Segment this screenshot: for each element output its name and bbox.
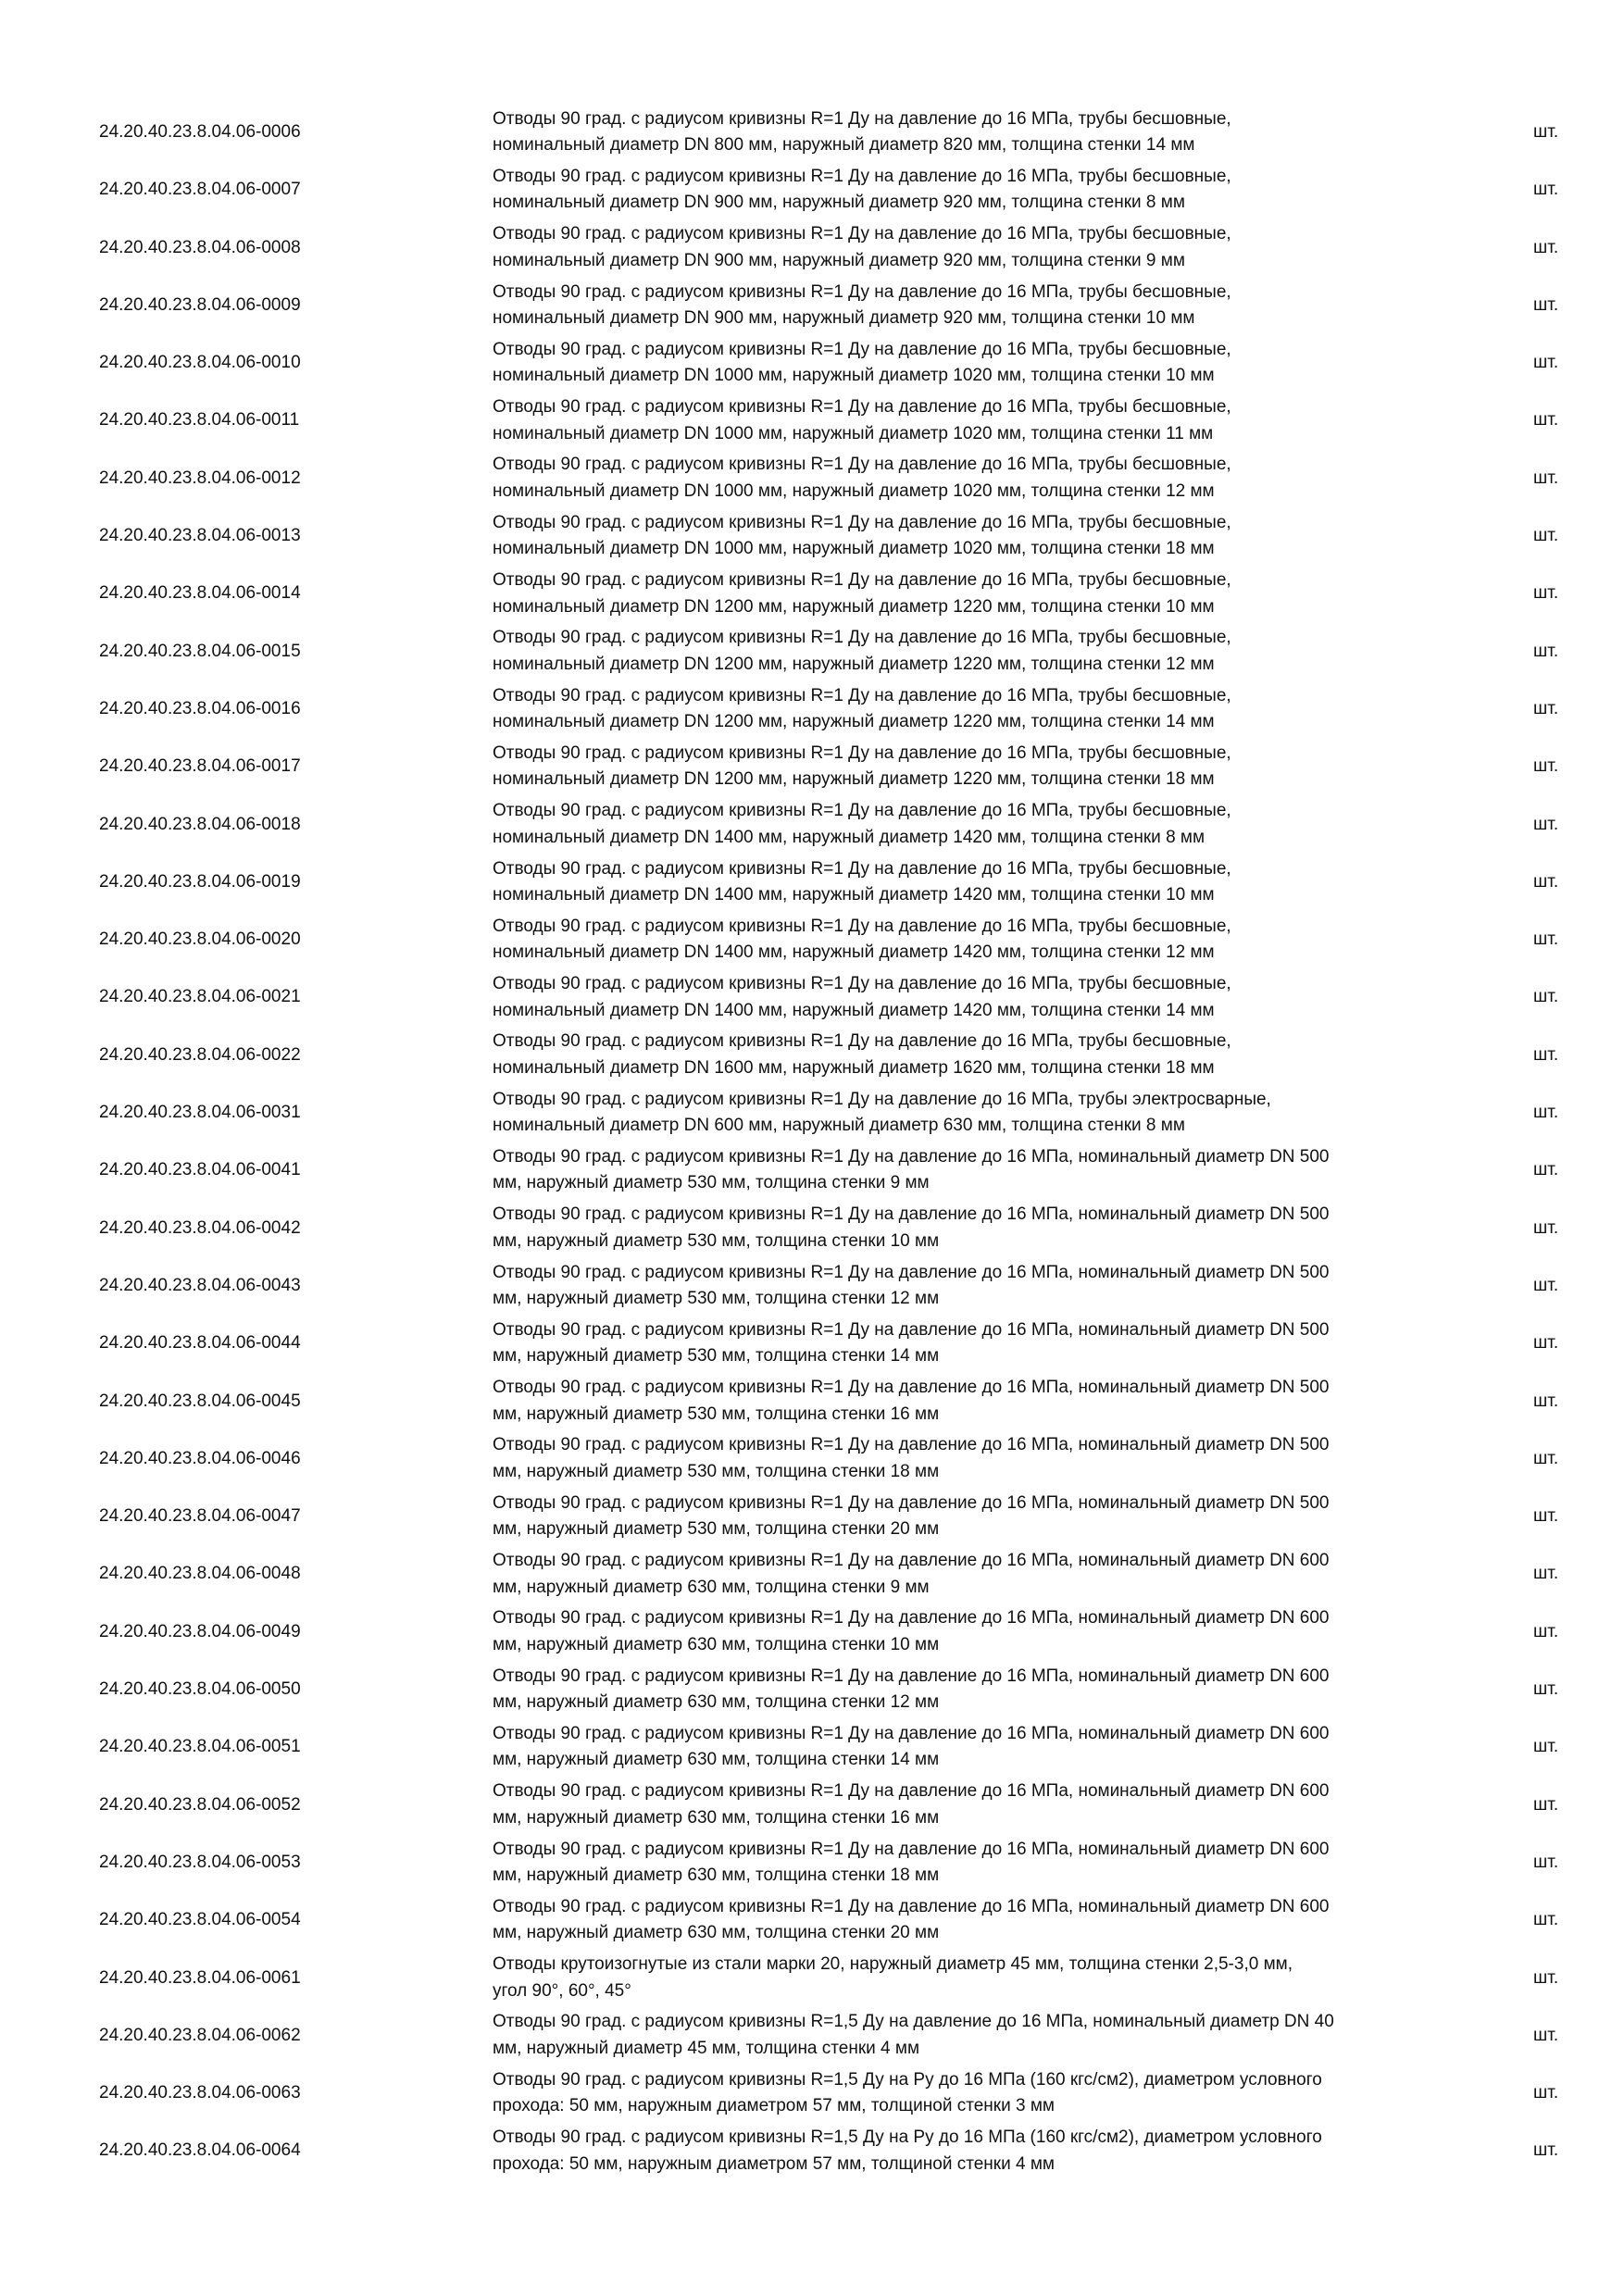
item-unit: шт. [1533, 1333, 1559, 1354]
item-description-line-2: мм, наружный диаметр 630 мм, толщина стенки 16 мм [493, 1807, 940, 1828]
item-unit: шт. [1533, 2083, 1559, 2103]
item-description-line-1: Отводы 90 град. с радиусом кривизны R=1 Ду на давление до 16 МПа, трубы бесшовные, [493, 916, 1231, 936]
item-code: 24.20.40.23.8.04.06-0049 [99, 1621, 301, 1641]
item-description-line-1: Отводы крутоизогнутые из стали марки 20, наружный диаметр 45 мм, толщина стенки 2,5-3,0 мм, [493, 1954, 1293, 1975]
item-description [493, 1084, 1474, 1142]
item-description-line-1: Отводы 90 град. с радиусом кривизны R=1 Ду на давление до 16 МПа, номинальный диаметр DN 600 [493, 1839, 1330, 1859]
item-description [493, 911, 1474, 968]
item-code: 24.20.40.23.8.04.06-0048 [99, 1564, 301, 1584]
table-row [0, 1373, 1624, 1430]
item-description [493, 507, 1474, 565]
item-description-line-1: Отводы 90 град. с радиусом кривизны R=1 Ду на давление до 16 МПа, номинальный диаметр DN 600 [493, 1781, 1330, 1802]
item-description [493, 392, 1474, 449]
item-description [493, 680, 1474, 738]
table-row [0, 1315, 1624, 1372]
item-description [493, 2007, 1474, 2065]
item-code: 24.20.40.23.8.04.06-0006 [99, 122, 301, 142]
item-code: 24.20.40.23.8.04.06-0016 [99, 698, 301, 718]
item-description [493, 738, 1474, 795]
item-description-line-1: Отводы 90 град. с радиусом кривизны R=1,5 Ду на давление до 16 МПа, номинальный диаметр DN 40 [493, 2012, 1334, 2032]
item-description-line-1: Отводы 90 град. с радиусом кривизны R=1,5 Ду на Ру до 16 МПа (160 кгс/см2), диаметром условного [493, 2069, 1322, 2090]
item-code: 24.20.40.23.8.04.06-0064 [99, 2140, 301, 2161]
item-unit: шт. [1533, 698, 1559, 718]
item-code: 24.20.40.23.8.04.06-0011 [99, 410, 300, 430]
table-row [0, 1257, 1624, 1315]
item-description-line-2: мм, наружный диаметр 530 мм, толщина стенки 14 мм [493, 1346, 940, 1366]
item-description-line-1: Отводы 90 град. с радиусом кривизны R=1 Ду на давление до 16 МПа, трубы бесшовные, [493, 858, 1231, 879]
table-row [0, 334, 1624, 392]
item-description [493, 219, 1474, 277]
item-description-line-2: мм, наружный диаметр 630 мм, толщина стенки 10 мм [493, 1634, 940, 1654]
item-description-line-2: мм, наружный диаметр 530 мм, толщина стенки 16 мм [493, 1404, 940, 1424]
item-unit: шт. [1533, 814, 1559, 834]
item-description [493, 1545, 1474, 1603]
item-description-line-1: Отводы 90 град. с радиусом кривизны R=1 Ду на давление до 16 МПа, номинальный диаметр DN 500 [493, 1492, 1330, 1513]
item-unit: шт. [1533, 987, 1559, 1007]
table-row [0, 2122, 1624, 2179]
item-description [493, 1027, 1474, 1084]
table-row [0, 854, 1624, 911]
item-description-line-2: мм, наружный диаметр 530 мм, толщина стенки 12 мм [493, 1289, 940, 1309]
table-row [0, 1777, 1624, 1834]
item-description [493, 796, 1474, 854]
item-description-line-1: Отводы 90 град. с радиусом кривизны R=1 Ду на давление до 16 МПа, номинальный диаметр DN 600 [493, 1608, 1330, 1628]
item-unit: шт. [1533, 2140, 1559, 2161]
item-description [493, 1142, 1474, 1199]
item-code: 24.20.40.23.8.04.06-0061 [99, 1967, 301, 1988]
item-code: 24.20.40.23.8.04.06-0042 [99, 1217, 301, 1238]
item-description [493, 1257, 1474, 1315]
item-description-line-2: номинальный диаметр DN 1400 мм, наружный диаметр 1420 мм, толщина стенки 14 мм [493, 1000, 1215, 1020]
item-description [493, 1834, 1474, 1891]
item-unit: шт. [1533, 1852, 1559, 1872]
item-unit: шт. [1533, 1564, 1559, 1584]
item-code: 24.20.40.23.8.04.06-0046 [99, 1448, 301, 1468]
item-unit: шт. [1533, 353, 1559, 373]
item-description-line-2: номинальный диаметр DN 1200 мм, наружный диаметр 1220 мм, толщина стенки 18 мм [493, 769, 1215, 790]
item-description-line-1: Отводы 90 град. с радиусом кривизны R=1 Ду на давление до 16 МПа, номинальный диаметр DN 500 [493, 1262, 1330, 1282]
table-row [0, 1200, 1624, 1257]
item-description-line-1: Отводы 90 град. с радиусом кривизны R=1 Ду на давление до 16 МПа, трубы бесшовные, [493, 742, 1231, 763]
item-code: 24.20.40.23.8.04.06-0017 [99, 756, 301, 777]
table-row [0, 680, 1624, 738]
item-description-line-1: Отводы 90 град. с радиусом кривизны R=1 Ду на давление до 16 МПа, трубы бесшовные, [493, 455, 1231, 475]
table-row [0, 450, 1624, 507]
item-code: 24.20.40.23.8.04.06-0052 [99, 1794, 301, 1815]
item-description-line-2: номинальный диаметр DN 900 мм, наружный диаметр 920 мм, толщина стенки 8 мм [493, 193, 1185, 213]
item-code: 24.20.40.23.8.04.06-0063 [99, 2083, 301, 2103]
item-description [493, 1430, 1474, 1488]
item-description-line-1: Отводы 90 град. с радиусом кривизны R=1 Ду на давление до 16 МПа, номинальный диаметр DN 500 [493, 1146, 1330, 1167]
table-row [0, 1718, 1624, 1776]
item-description-line-1: Отводы 90 град. с радиусом кривизны R=1 Ду на давление до 16 МПа, трубы бесшовные, [493, 801, 1231, 821]
table-row [0, 1545, 1624, 1603]
item-code: 24.20.40.23.8.04.06-0008 [99, 237, 301, 257]
table-row [0, 2007, 1624, 2065]
item-code: 24.20.40.23.8.04.06-0013 [99, 526, 301, 546]
item-description [493, 565, 1474, 622]
item-description-line-2: номинальный диаметр DN 1400 мм, наружный диаметр 1420 мм, толщина стенки 8 мм [493, 827, 1206, 847]
item-unit: шт. [1533, 2025, 1559, 2045]
item-description-line-2: номинальный диаметр DN 900 мм, наружный диаметр 920 мм, толщина стенки 10 мм [493, 308, 1195, 329]
item-code: 24.20.40.23.8.04.06-0015 [99, 641, 301, 661]
item-code: 24.20.40.23.8.04.06-0043 [99, 1275, 301, 1295]
item-code: 24.20.40.23.8.04.06-0062 [99, 2025, 301, 2045]
item-description-line-1: Отводы 90 град. с радиусом кривизны R=1 Ду на давление до 16 МПа, номинальный диаметр DN 500 [493, 1319, 1330, 1340]
item-description-line-1: Отводы 90 град. с радиусом кривизны R=1 Ду на давление до 16 МПа, трубы бесшовные, [493, 224, 1231, 244]
table-row [0, 2065, 1624, 2122]
item-code: 24.20.40.23.8.04.06-0044 [99, 1333, 301, 1354]
item-unit: шт. [1533, 1679, 1559, 1700]
item-unit: шт. [1533, 410, 1559, 430]
table-row [0, 1488, 1624, 1545]
item-unit: шт. [1533, 1448, 1559, 1468]
item-unit: шт. [1533, 583, 1559, 604]
item-code: 24.20.40.23.8.04.06-0047 [99, 1506, 301, 1527]
item-code: 24.20.40.23.8.04.06-0019 [99, 871, 301, 892]
item-description-line-1: Отводы 90 град. с радиусом кривизны R=1 Ду на давление до 16 МПа, трубы бесшовные, [493, 281, 1231, 302]
table-row [0, 738, 1624, 795]
item-description-line-2: мм, наружный диаметр 630 мм, толщина стенки 18 мм [493, 1866, 940, 1886]
item-description-line-2: мм, наружный диаметр 630 мм, толщина стенки 9 мм [493, 1577, 930, 1597]
item-description-line-2: мм, наружный диаметр 530 мм, толщина стенки 9 мм [493, 1173, 930, 1193]
item-code: 24.20.40.23.8.04.06-0007 [99, 180, 301, 200]
table-row [0, 1834, 1624, 1891]
table-row [0, 507, 1624, 565]
item-description-line-2: номинальный диаметр DN 1200 мм, наружный диаметр 1220 мм, толщина стенки 12 мм [493, 654, 1215, 674]
item-description [493, 1373, 1474, 1430]
item-description-line-2: номинальный диаметр DN 900 мм, наружный диаметр 920 мм, толщина стенки 9 мм [493, 250, 1185, 270]
item-code: 24.20.40.23.8.04.06-0051 [99, 1737, 301, 1757]
table-row [0, 968, 1624, 1026]
item-description [493, 1777, 1474, 1834]
item-code: 24.20.40.23.8.04.06-0054 [99, 1910, 301, 1930]
item-description-line-2: номинальный диаметр DN 1400 мм, наружный диаметр 1420 мм, толщина стенки 12 мм [493, 942, 1215, 963]
item-description [493, 1718, 1474, 1776]
item-unit: шт. [1533, 756, 1559, 777]
item-description-line-2: номинальный диаметр DN 1600 мм, наружный диаметр 1620 мм, толщина стенки 18 мм [493, 1057, 1215, 1078]
item-description-line-2: мм, наружный диаметр 530 мм, толщина стенки 20 мм [493, 1519, 940, 1540]
item-description-line-2: номинальный диаметр DN 1000 мм, наружный диаметр 1020 мм, толщина стенки 12 мм [493, 480, 1215, 501]
item-unit: шт. [1533, 930, 1559, 950]
item-description [493, 1488, 1474, 1545]
item-description [493, 277, 1474, 334]
item-description-line-1: Отводы 90 град. с радиусом кривизны R=1 Ду на давление до 16 МПа, номинальный диаметр DN 500 [493, 1204, 1330, 1225]
item-unit: шт. [1533, 1621, 1559, 1641]
item-unit: шт. [1533, 526, 1559, 546]
item-description [493, 1661, 1474, 1718]
item-description [493, 1200, 1474, 1257]
item-code: 24.20.40.23.8.04.06-0031 [99, 1103, 301, 1123]
item-unit: шт. [1533, 1794, 1559, 1815]
item-unit: шт. [1533, 1967, 1559, 1988]
item-description-line-1: Отводы 90 град. с радиусом кривизны R=1 Ду на давление до 16 МПа, трубы бесшовные, [493, 339, 1231, 359]
item-description [493, 450, 1474, 507]
item-description-line-2: прохода: 50 мм, наружным диаметром 57 мм, толщиной стенки 3 мм [493, 2096, 1055, 2116]
table-row [0, 392, 1624, 449]
item-description-line-2: мм, наружный диаметр 45 мм, толщина стенки 4 мм [493, 2038, 920, 2058]
item-description-line-1: Отводы 90 град. с радиусом кривизны R=1 Ду на давление до 16 МПа, номинальный диаметр DN 600 [493, 1551, 1330, 1571]
item-unit: шт. [1533, 1506, 1559, 1527]
item-code: 24.20.40.23.8.04.06-0009 [99, 294, 301, 315]
item-description-line-1: Отводы 90 град. с радиусом кривизны R=1,5 Ду на Ру до 16 МПа (160 кгс/см2), диаметром условного [493, 2128, 1322, 2148]
item-code: 24.20.40.23.8.04.06-0045 [99, 1391, 301, 1411]
item-description-line-1: Отводы 90 град. с радиусом кривизны R=1 Ду на давление до 16 МПа, номинальный диаметр DN 600 [493, 1723, 1330, 1743]
item-description-line-1: Отводы 90 град. с радиусом кривизны R=1 Ду на давление до 16 МПа, номинальный диаметр DN 600 [493, 1666, 1330, 1686]
table-row [0, 1603, 1624, 1661]
table-row [0, 911, 1624, 968]
item-description-line-1: Отводы 90 град. с радиусом кривизны R=1 Ду на давление до 16 МПа, трубы бесшовные, [493, 974, 1231, 994]
item-description-line-1: Отводы 90 град. с радиусом кривизны R=1 Ду на давление до 16 МПа, номинальный диаметр DN 500 [493, 1435, 1330, 1455]
item-description [493, 1891, 1474, 1949]
item-description [493, 161, 1474, 218]
item-unit: шт. [1533, 468, 1559, 488]
item-unit: шт. [1533, 294, 1559, 315]
item-description-line-1: Отводы 90 град. с радиусом кривизны R=1 Ду на давление до 16 МПа, трубы бесшовные, [493, 166, 1231, 186]
item-description [493, 1315, 1474, 1372]
table-row [0, 104, 1624, 161]
item-description-line-2: мм, наружный диаметр 530 мм, толщина стенки 18 мм [493, 1461, 940, 1481]
item-description-line-2: мм, наружный диаметр 630 мм, толщина стенки 12 мм [493, 1692, 940, 1713]
item-description [493, 968, 1474, 1026]
item-unit: шт. [1533, 1217, 1559, 1238]
item-unit: шт. [1533, 1103, 1559, 1123]
item-unit: шт. [1533, 1044, 1559, 1065]
item-description-line-1: Отводы 90 град. с радиусом кривизны R=1 Ду на давление до 16 МПа, трубы бесшовные, [493, 570, 1231, 591]
item-code: 24.20.40.23.8.04.06-0050 [99, 1679, 301, 1700]
item-unit: шт. [1533, 1160, 1559, 1180]
item-description-line-1: Отводы 90 град. с радиусом кривизны R=1 Ду на давление до 16 МПа, трубы электросварные, [493, 1089, 1271, 1109]
item-description [493, 1603, 1474, 1661]
item-description [493, 2065, 1474, 2122]
item-description [493, 104, 1474, 161]
item-unit: шт. [1533, 237, 1559, 257]
item-description-line-2: прохода: 50 мм, наружным диаметром 57 мм, толщиной стенки 4 мм [493, 2153, 1055, 2174]
table-row [0, 1027, 1624, 1084]
item-description [493, 334, 1474, 392]
item-description [493, 1950, 1474, 2007]
item-description-line-2: номинальный диаметр DN 1200 мм, наружный диаметр 1220 мм, толщина стенки 14 мм [493, 712, 1215, 732]
item-description-line-1: Отводы 90 град. с радиусом кривизны R=1 Ду на давление до 16 МПа, трубы бесшовные, [493, 1031, 1231, 1052]
table-row [0, 219, 1624, 277]
item-unit: шт. [1533, 1391, 1559, 1411]
table-row [0, 1950, 1624, 2007]
item-code: 24.20.40.23.8.04.06-0041 [99, 1160, 301, 1180]
item-description [493, 623, 1474, 680]
item-code: 24.20.40.23.8.04.06-0018 [99, 814, 301, 834]
item-description-line-2: мм, наружный диаметр 630 мм, толщина стенки 20 мм [493, 1923, 940, 1943]
item-description-line-2: номинальный диаметр DN 1400 мм, наружный диаметр 1420 мм, толщина стенки 10 мм [493, 885, 1215, 905]
table-row [0, 565, 1624, 622]
item-description-line-2: номинальный диаметр DN 1000 мм, наружный диаметр 1020 мм, толщина стенки 11 мм [493, 423, 1214, 443]
table-row [0, 1891, 1624, 1949]
item-description-line-2: номинальный диаметр DN 1000 мм, наружный диаметр 1020 мм, толщина стенки 10 мм [493, 366, 1215, 386]
item-description-line-2: мм, наружный диаметр 530 мм, толщина стенки 10 мм [493, 1230, 940, 1251]
item-description-line-2: номинальный диаметр DN 600 мм, наружный диаметр 630 мм, толщина стенки 8 мм [493, 1116, 1185, 1136]
item-unit: шт. [1533, 641, 1559, 661]
table-row [0, 1430, 1624, 1488]
price-table [0, 104, 1624, 2180]
item-code: 24.20.40.23.8.04.06-0014 [99, 583, 301, 604]
item-description-line-1: Отводы 90 град. с радиусом кривизны R=1 Ду на давление до 16 МПа, трубы бесшовные, [493, 628, 1231, 648]
table-row [0, 1661, 1624, 1718]
item-code: 24.20.40.23.8.04.06-0010 [99, 353, 301, 373]
item-description-line-2: номинальный диаметр DN 1200 мм, наружный диаметр 1220 мм, толщина стенки 10 мм [493, 596, 1215, 617]
table-row [0, 277, 1624, 334]
item-description-line-1: Отводы 90 град. с радиусом кривизны R=1 Ду на давление до 16 МПа, номинальный диаметр DN 600 [493, 1896, 1330, 1916]
item-code: 24.20.40.23.8.04.06-0021 [99, 987, 301, 1007]
item-code: 24.20.40.23.8.04.06-0012 [99, 468, 301, 488]
item-description [493, 854, 1474, 911]
item-description-line-2: номинальный диаметр DN 800 мм, наружный диаметр 820 мм, толщина стенки 14 мм [493, 135, 1195, 156]
table-row [0, 161, 1624, 218]
item-code: 24.20.40.23.8.04.06-0022 [99, 1044, 301, 1065]
table-row [0, 1084, 1624, 1142]
item-description-line-2: мм, наружный диаметр 630 мм, толщина стенки 14 мм [493, 1750, 940, 1770]
table-row [0, 623, 1624, 680]
item-description-line-1: Отводы 90 град. с радиусом кривизны R=1 Ду на давление до 16 МПа, трубы бесшовные, [493, 108, 1231, 129]
item-description-line-1: Отводы 90 град. с радиусом кривизны R=1 Ду на давление до 16 МПа, номинальный диаметр DN 500 [493, 1378, 1330, 1398]
item-unit: шт. [1533, 1275, 1559, 1295]
item-description-line-1: Отводы 90 град. с радиусом кривизны R=1 Ду на давление до 16 МПа, трубы бесшовные, [493, 512, 1231, 532]
table-row [0, 796, 1624, 854]
item-unit: шт. [1533, 1910, 1559, 1930]
item-description [493, 2122, 1474, 2179]
item-description-line-2: номинальный диаметр DN 1000 мм, наружный диаметр 1020 мм, толщина стенки 18 мм [493, 539, 1215, 559]
item-description-line-2: угол 90°, 60°, 45° [493, 1980, 631, 2001]
item-description-line-1: Отводы 90 град. с радиусом кривизны R=1 Ду на давление до 16 МПа, трубы бесшовные, [493, 397, 1231, 418]
table-row [0, 1142, 1624, 1199]
item-unit: шт. [1533, 1737, 1559, 1757]
item-description-line-1: Отводы 90 град. с радиусом кривизны R=1 Ду на давление до 16 МПа, трубы бесшовные, [493, 685, 1231, 705]
item-code: 24.20.40.23.8.04.06-0053 [99, 1852, 301, 1872]
item-code: 24.20.40.23.8.04.06-0020 [99, 930, 301, 950]
item-unit: шт. [1533, 180, 1559, 200]
item-unit: шт. [1533, 122, 1559, 142]
item-unit: шт. [1533, 871, 1559, 892]
